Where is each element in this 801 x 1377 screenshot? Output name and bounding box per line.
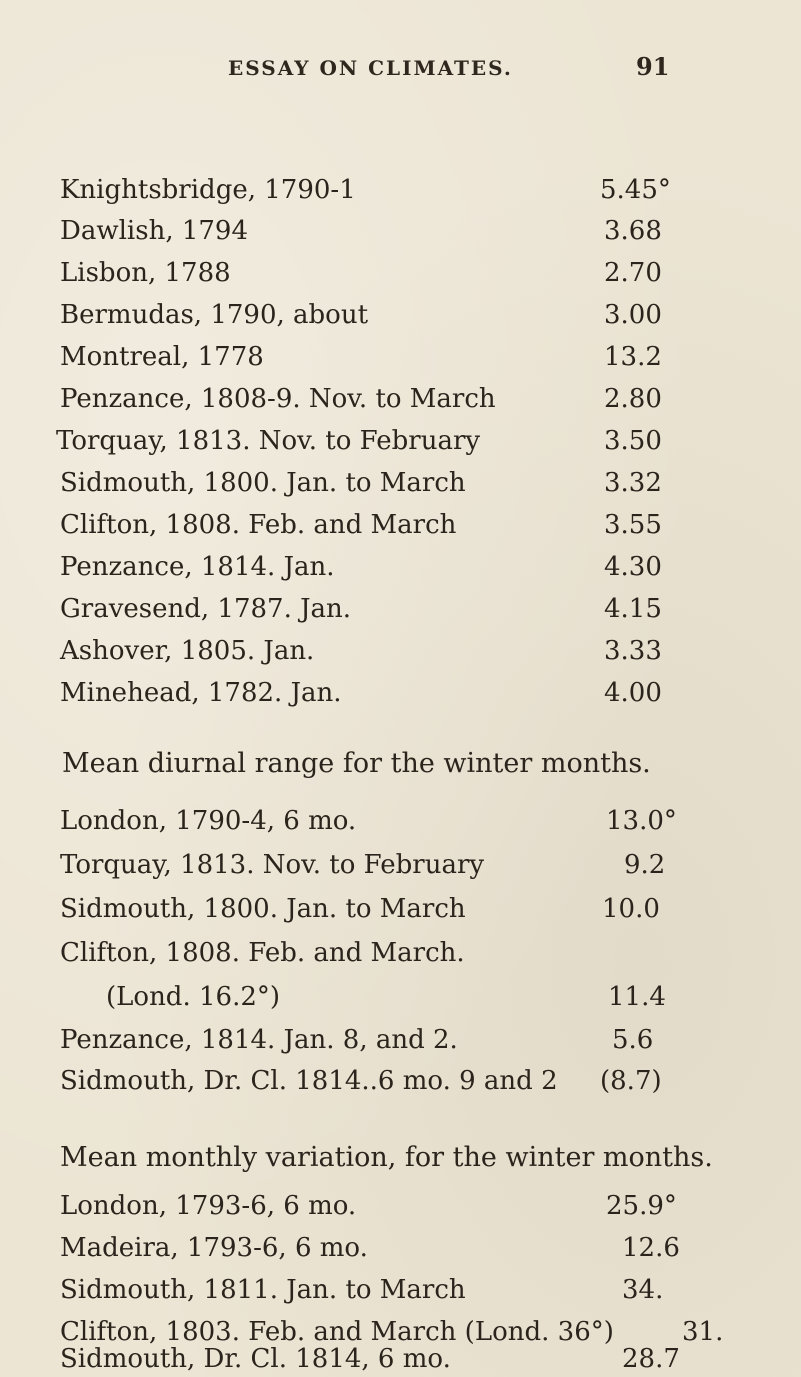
row-value: 3.32 (604, 468, 662, 498)
row-place: Torquay, 1813. Nov. to February (56, 426, 481, 456)
table-row (0, 891, 760, 927)
row-place: Knightsbridge, 1790-1 (60, 175, 356, 205)
table-row (0, 1022, 760, 1058)
table-row (0, 1272, 760, 1308)
row-value: 3.33 (604, 636, 662, 666)
table-row (0, 465, 760, 501)
row-place: London, 1793-6, 6 mo. (60, 1191, 357, 1221)
row-value: 9.2 (624, 850, 666, 880)
table-row (0, 507, 760, 543)
row-place: Gravesend, 1787. Jan. (60, 594, 352, 624)
row-place: Ashover, 1805. Jan. (60, 636, 315, 666)
table-row (0, 979, 760, 1015)
row-value: (8.7) (600, 1066, 662, 1096)
row-place: London, 1790-4, 6 mo. (60, 806, 357, 836)
row-value: 28.7 (622, 1344, 680, 1374)
row-value: 2.70 (604, 258, 662, 288)
row-place: Dawlish, 1794 (60, 216, 249, 246)
row-value: 3.50 (604, 426, 662, 456)
row-value: 3.55 (604, 510, 662, 540)
row-value: 34. (622, 1275, 664, 1305)
row-place: Clifton, 1803. Feb. and March (Lond. 36°) (60, 1317, 614, 1347)
row-place: Montreal, 1778 (60, 342, 264, 372)
section-heading: Mean monthly variation, for the winter months. (60, 1142, 713, 1173)
table-row (0, 847, 760, 883)
table-row (0, 549, 760, 585)
row-place: Sidmouth, 1800. Jan. to March (60, 468, 466, 498)
row-place: Penzance, 1808-9. Nov. to March (60, 384, 496, 414)
table-row (0, 1230, 760, 1266)
row-place: Torquay, 1813. Nov. to February (60, 850, 485, 880)
row-value: 13.2 (604, 342, 662, 372)
row-value: 4.15 (604, 594, 662, 624)
row-place: Minehead, 1782. Jan. (60, 678, 342, 708)
table-row (0, 297, 760, 333)
table-row (0, 339, 760, 375)
table-row (0, 1063, 760, 1099)
row-value: 11.4 (608, 982, 666, 1012)
row-place: Sidmouth, 1811. Jan. to March (60, 1275, 466, 1305)
table-row (0, 1188, 760, 1224)
row-place: Penzance, 1814. Jan. (60, 552, 335, 582)
row-value: 3.68 (604, 216, 662, 246)
row-place: Sidmouth, Dr. Cl. 1814, 6 mo. (60, 1344, 451, 1374)
section-heading: Mean diurnal range for the winter months. (62, 748, 651, 779)
running-title: ESSAY ON CLIMATES. (228, 56, 513, 80)
row-place: Madeira, 1793-6, 6 mo. (60, 1233, 368, 1263)
row-place: Bermudas, 1790, about (60, 300, 369, 330)
row-place: Sidmouth, 1800. Jan. to March (60, 894, 466, 924)
row-place: Clifton, 1808. Feb. and March (60, 510, 457, 540)
row-value: 2.80 (604, 384, 662, 414)
row-value: 12.6 (622, 1233, 680, 1263)
row-value: 5.45° (600, 175, 671, 205)
row-place: (Lond. 16.2°) (106, 982, 281, 1012)
table-row (0, 423, 760, 459)
table-row (0, 633, 760, 669)
table-row (0, 675, 760, 711)
row-value: 10.0 (602, 894, 660, 924)
row-value: 25.9° (606, 1191, 677, 1221)
table-row (0, 255, 760, 291)
table-row (0, 935, 760, 971)
table-row (0, 381, 760, 417)
table-row (0, 803, 760, 839)
row-value: 4.30 (604, 552, 662, 582)
table-row (0, 213, 760, 249)
row-value: 31. (682, 1317, 724, 1347)
row-place: Sidmouth, Dr. Cl. 1814..6 mo. 9 and 2 (60, 1066, 558, 1096)
row-place: Clifton, 1808. Feb. and March. (60, 938, 465, 968)
row-place: Penzance, 1814. Jan. 8, and 2. (60, 1025, 458, 1055)
table-row (0, 172, 760, 208)
row-place: Lisbon, 1788 (60, 258, 231, 288)
row-value: 13.0° (606, 806, 677, 836)
row-value: 3.00 (604, 300, 662, 330)
page-number: 91 (636, 52, 670, 81)
table-row (0, 591, 760, 627)
table-row (0, 1341, 760, 1377)
row-value: 5.6 (612, 1025, 654, 1055)
row-value: 4.00 (604, 678, 662, 708)
